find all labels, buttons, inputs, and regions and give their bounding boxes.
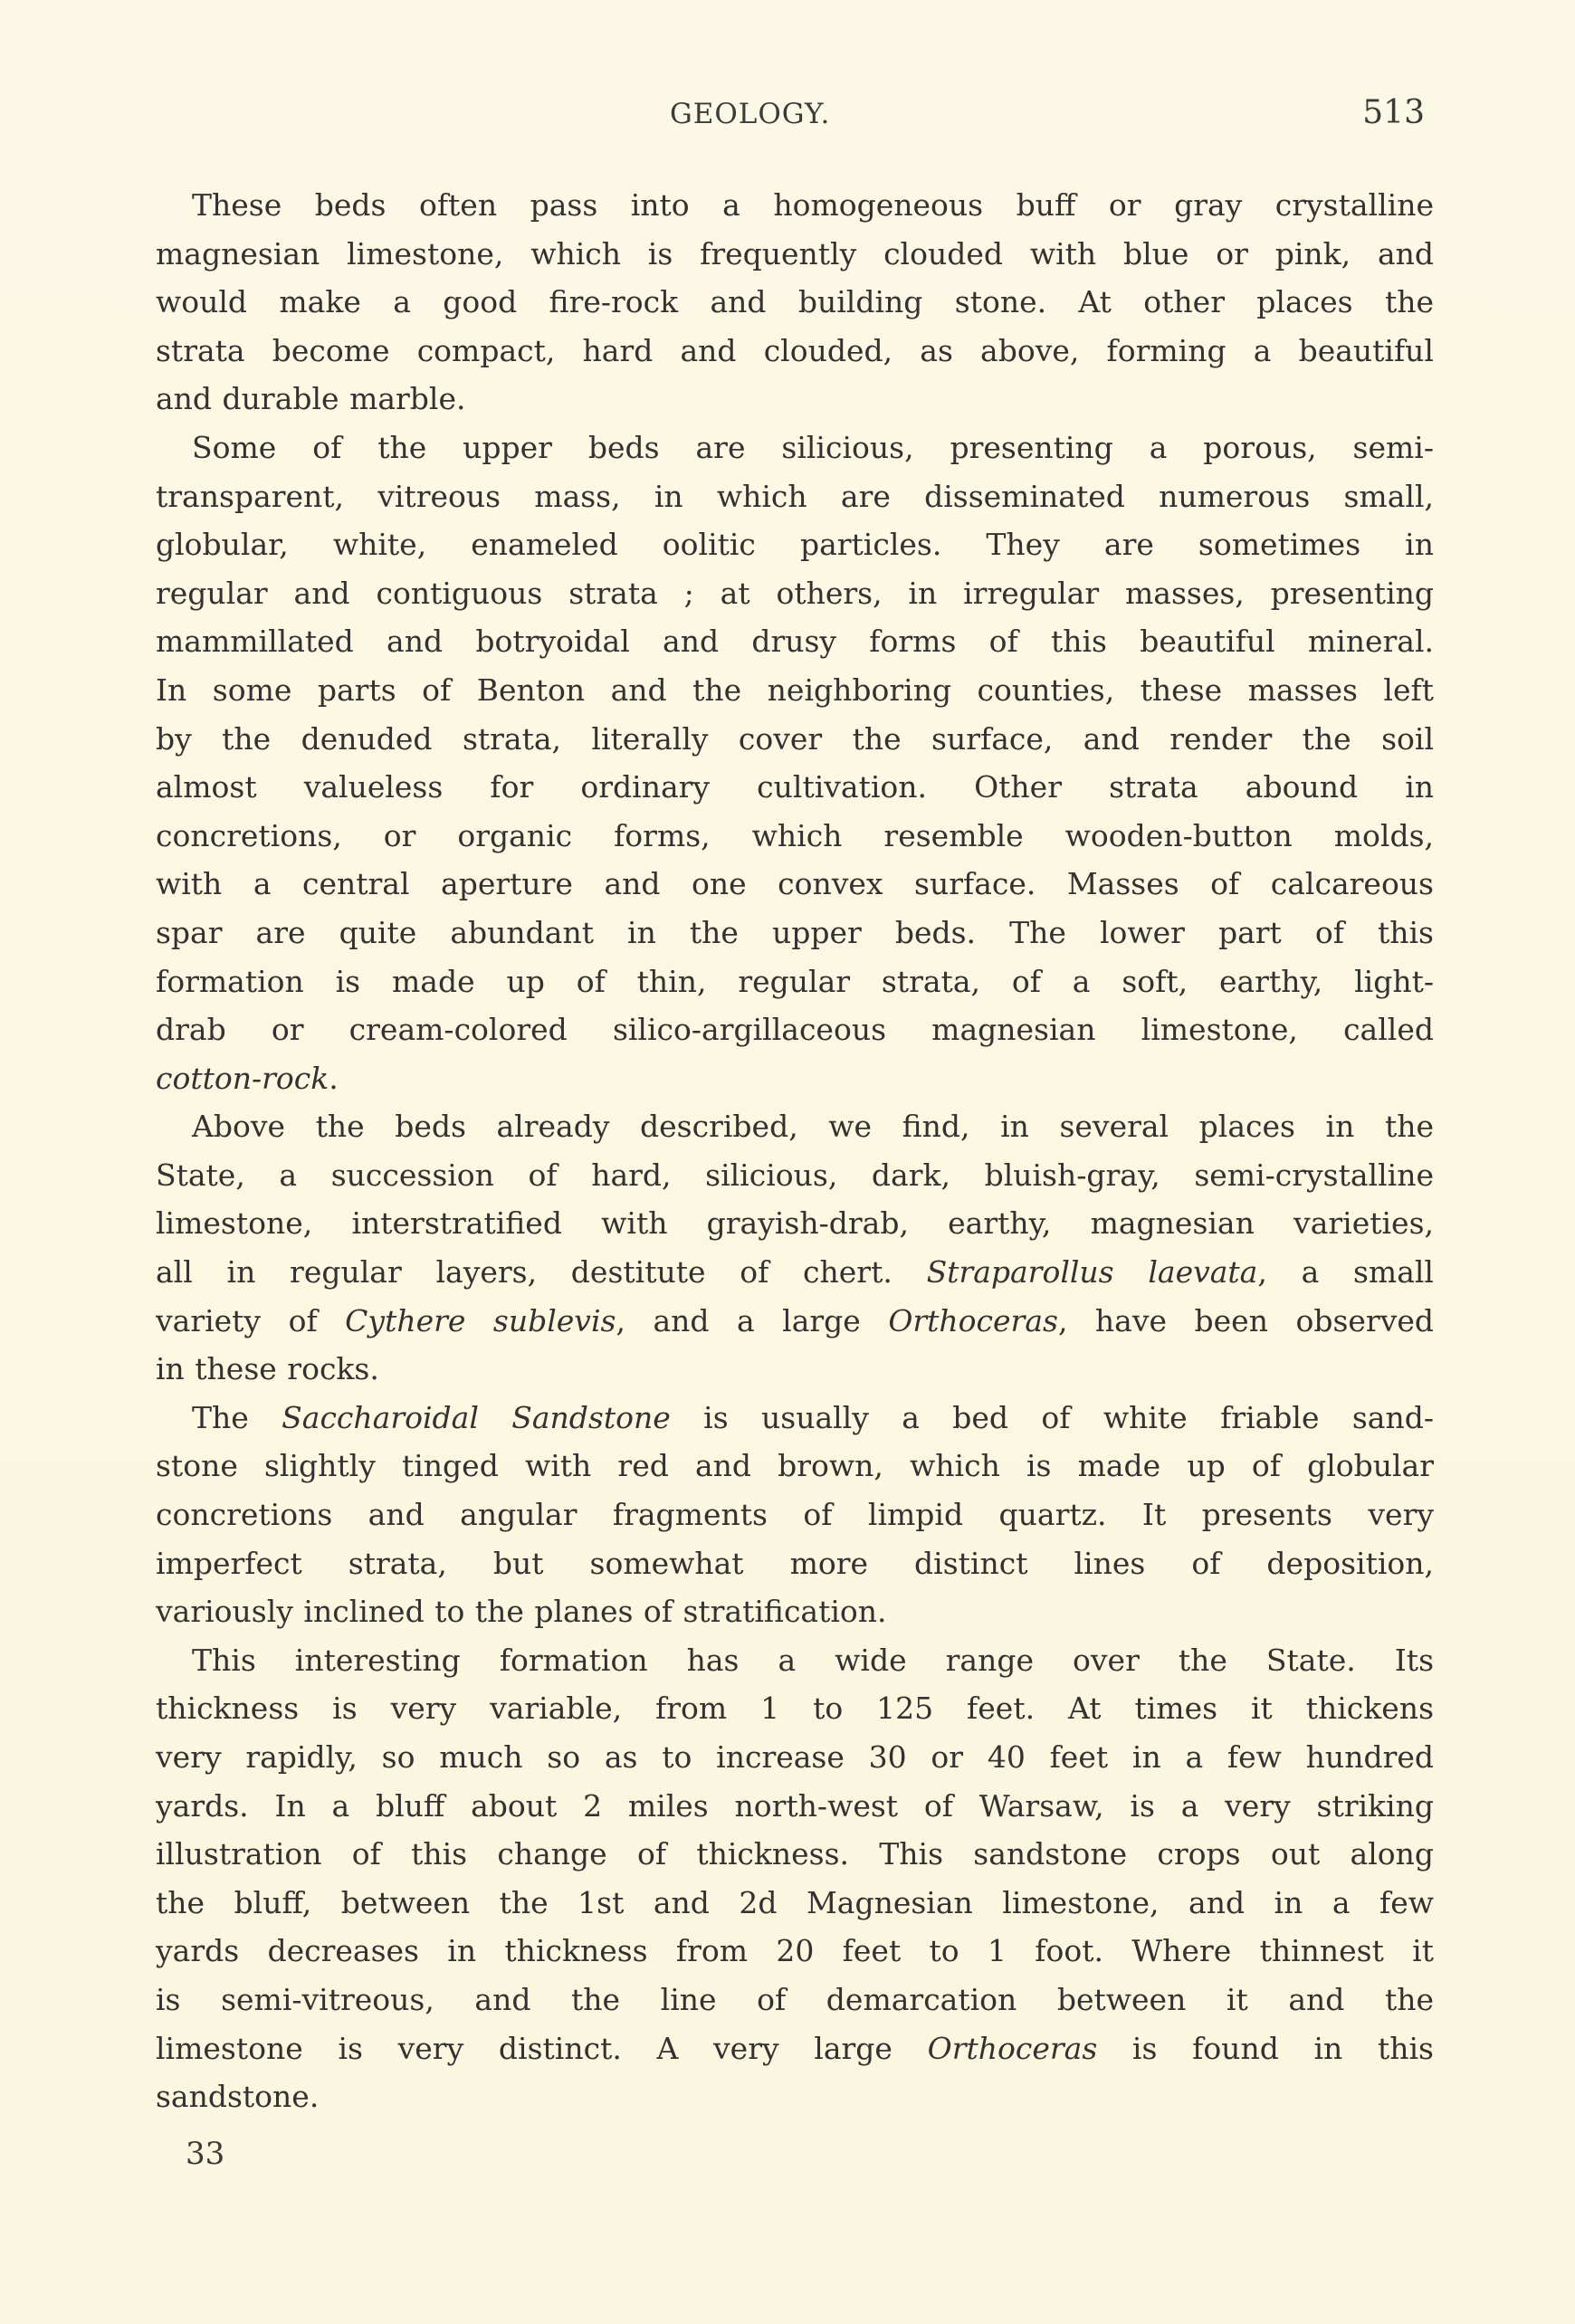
text-line [156,2024,1434,2073]
text-line: Above the beds already described, we find, in several places in the [192,1109,1434,1145]
text-line: by the denuded strata, literally cover the surface, and render the soil [156,720,1434,757]
running-title: GEOLOGY. [670,98,831,130]
text-line: drab or cream-colored silico-argillaceous magnesian limestone, called [156,1012,1434,1048]
text-line: Some of the upper beds are silicious, presenting a porous, semi- [192,429,1434,465]
text-line: concretions, or organic forms, which resemble wooden-button molds, [156,817,1434,853]
italic-term: Orthoceras [888,1302,1058,1338]
italic-term: Straparollus laevata [926,1254,1258,1291]
text-line: State, a succession of hard, silicious, dark, bluish-gray, semi-crystalline [156,1157,1434,1193]
text-line: formation is made up of thin, regular strata, of a soft, earthy, light- [156,963,1434,999]
text-line: yards. In a bluff about 2 miles north-west of Warsaw, is a very striking [156,1787,1434,1824]
italic-term: Cythere sublevis [345,1302,616,1338]
text-line [156,1394,1434,1443]
text-line: mammillated and botryoidal and drusy forms of this beautiful mineral. [156,624,1434,660]
punctuation: . [329,1060,339,1096]
text-run: variety of [156,1302,346,1338]
text-line: magnesian limestone, which is frequently clouded with blue or pink, and [156,235,1434,271]
text-run: all in regular layers, destitute of chert. [156,1254,927,1291]
text-run: is usually a bed of white friable sand- [670,1399,1435,1435]
text-run: , have been observed [1057,1302,1434,1338]
text-line: This interesting formation has a wide range over the State. Its [192,1642,1434,1678]
text-line: in these rocks. [156,1351,379,1387]
text-line: yards decreases in thickness from 20 feet to 1 foot. Where thinnest it [156,1933,1434,1969]
text-line: illustration of this change of thickness. This sandstone crops out along [156,1836,1434,1872]
text-line: the bluff, between the 1st and 2d Magnesian limestone, and in a few [156,1884,1434,1920]
paragraph-4 [156,1394,1434,1636]
text-line: In some parts of Benton and the neighboring counties, these masses left [156,671,1434,708]
text-line: These beds often pass into a homogeneous buff or gray crystalline [192,187,1434,223]
text-line: concretions and angular fragments of limpid quartz. It presents very [156,1497,1434,1533]
text-line: limestone, interstratified with grayish-drab, earthy, magnesian varieties, [156,1205,1434,1242]
italic-term: Orthoceras [927,2030,1098,2066]
italic-term: cotton-rock [156,1060,329,1096]
text-line: imperfect strata, but somewhat more distinct lines of deposition, [156,1545,1434,1581]
text-line: stone slightly tinged with red and brown, which is made up of globular [156,1448,1434,1484]
text-line: is semi-vitreous, and the line of demarcation between it and the [156,1981,1434,2017]
text-run: limestone is very distinct. A very large [156,2030,928,2066]
text-line: variously inclined to the planes of stratification. [156,1594,887,1630]
paragraph-5 [156,1636,1434,2121]
text-line: strata become compact, hard and clouded, as above, forming a beautiful [156,332,1434,368]
text-run: , and a large [616,1302,889,1338]
text-line: regular and contiguous strata ; at others, in irregular masses, presenting [156,575,1434,611]
text-line: would make a good fire-rock and building stone. At other places the [156,284,1434,320]
italic-term: Saccharoidal Sandstone [282,1399,671,1435]
text-run: , a small [1257,1254,1434,1291]
text-line [156,1297,1434,1346]
body-text [156,181,1434,2121]
text-line: sandstone. [156,2079,320,2115]
text-line: globular, white, enameled oolitic particles. They are sometimes in [156,527,1434,563]
text-line: transparent, vitreous mass, in which are disseminated numerous small, [156,478,1434,514]
paragraph-1 [156,181,1434,424]
text-line: very rapidly, so much so as to increase 30 or 40 feet in a few hundred [156,1739,1434,1775]
text-run: The [192,1399,282,1435]
running-header [156,94,1434,143]
text-line: thickness is very variable, from 1 to 125 feet. At times it thickens [156,1691,1434,1727]
text-line [156,1248,1434,1297]
text-line [156,1054,1434,1103]
text-line: with a central aperture and one convex surface. Masses of calcareous [156,866,1434,902]
text-line: and durable marble. [156,381,466,417]
text-line: spar are quite abundant in the upper beds. The lower part of this [156,914,1434,950]
text-run: is found in this [1097,2030,1434,2066]
paragraph-3 [156,1102,1434,1394]
paragraph-2 [156,424,1434,1102]
text-line: almost valueless for ordinary cultivation. Other strata abound in [156,769,1434,805]
signature-mark: 33 [186,2136,225,2172]
page-number: 513 [1362,94,1425,131]
